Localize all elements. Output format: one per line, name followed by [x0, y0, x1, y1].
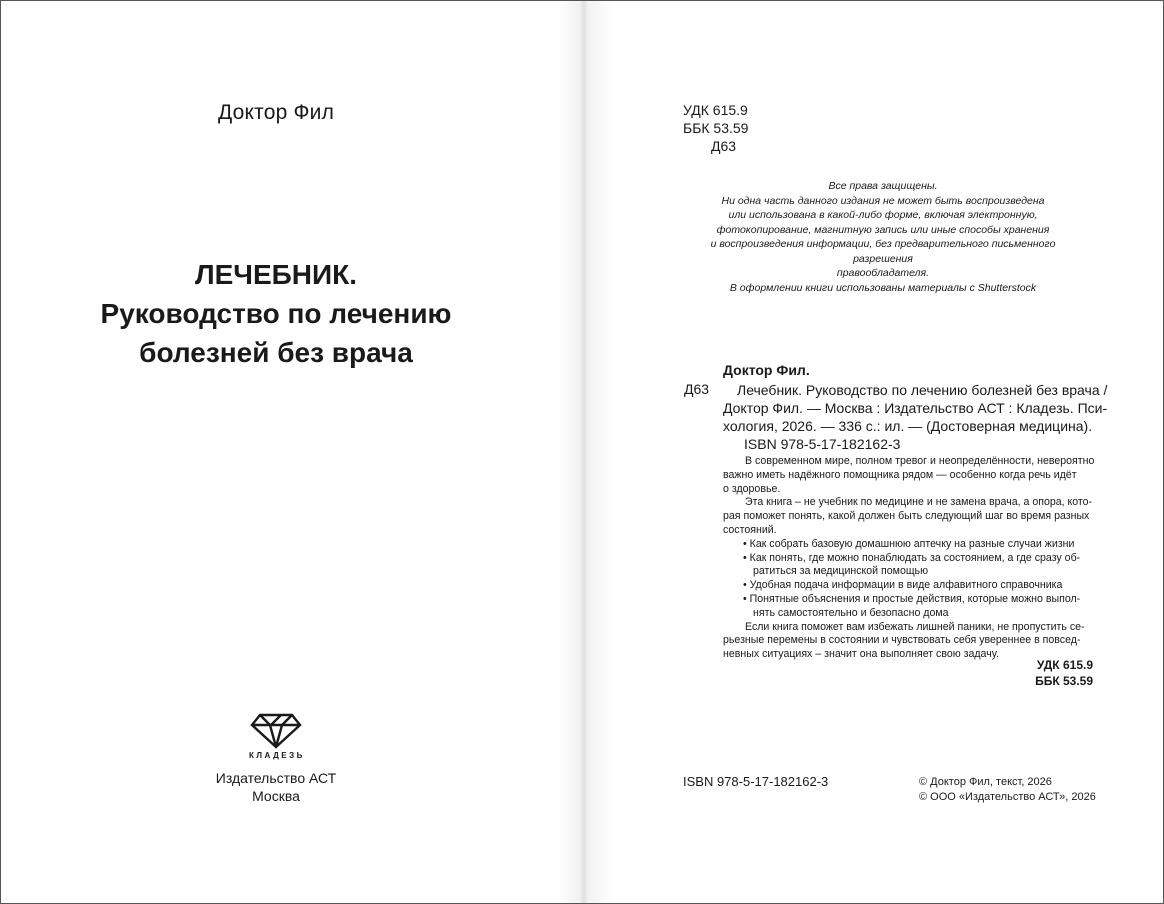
classification-codes	[683, 101, 748, 155]
annotation	[723, 455, 1095, 662]
catalog-line: Доктор Фил. — Москва : Издательство АСТ : Кладезь. Пси-	[723, 400, 1108, 416]
author-mark: Д63	[711, 138, 737, 154]
title-line: ЛЕЧЕБНИК.	[194, 259, 357, 290]
rights-line: правообладателя.	[836, 267, 930, 279]
annotation-bullet-continuation: ратиться за медицинской помощью	[753, 565, 929, 578]
rights-line: Ни одна часть данного издания не может быть воспроизведена	[721, 194, 1045, 207]
udk-code-bottom: УДК 615.9	[1036, 658, 1093, 672]
rights-line: В оформлении книги использованы материалы с Shutterstock	[729, 281, 1037, 294]
annotation-line: рая поможет понять, какой должен быть следующий шаг во время разных	[723, 510, 1090, 523]
annotation-bullet: • Как понять, где можно понаблюдать за состоянием, а где сразу об-	[743, 551, 1081, 564]
logo-wordmark: КЛАДЕЗЬ	[249, 751, 305, 760]
annotation-line: В современном мире, полном тревог и неопределённости, невероятно	[745, 455, 1095, 467]
annotation-line: важно иметь надёжного помощника рядом — особенно когда речь идёт	[723, 468, 1077, 481]
rights-line: фотокопирование, магнитную запись или иные способы хранения	[716, 223, 1050, 236]
annotation-line: Если книга поможет вам избежать лишней паники, не пропустить се-	[745, 620, 1085, 633]
annotation-bullet: • Понятные объяснения и простые действия, которые можно выпол-	[743, 592, 1081, 605]
annotation-bullet: • Удобная подача информации в виде алфавитного справочника	[743, 579, 1063, 592]
udk-code: УДК 615.9	[683, 102, 748, 118]
title-line: Руководство по лечению	[100, 298, 452, 329]
annotation-line: Эта книга – не учебник по медицине и не замена врача, а опора, кото-	[745, 496, 1093, 509]
annotation-line: о здоровье.	[723, 482, 781, 495]
annotation-line: состояний.	[723, 523, 777, 536]
catalog-line: хология, 2026. — 336 с.: ил. — (Достоверная медицина).	[723, 418, 1093, 434]
rights-notice	[683, 179, 1083, 295]
author-name: Доктор Фил	[217, 101, 335, 124]
rights-line: Все права защищены.	[828, 180, 938, 192]
kladez-diamond-logo-icon	[250, 713, 302, 749]
copyright-block	[919, 775, 1096, 804]
publisher-logo	[249, 713, 303, 761]
classification-codes-bottom	[723, 657, 1093, 689]
annotation-line: рьезные перемены в состоянии и чувствовать себя увереннее в повсед-	[723, 634, 1081, 647]
title-page	[1, 1, 583, 903]
copyright-line: © ООО «Издательство АСТ», 2026	[919, 790, 1096, 803]
rights-line: и воспроизведения информации, без предварительного письменного разрешения	[710, 238, 1056, 265]
publisher-block	[1, 769, 551, 805]
publisher-name: Издательство АСТ	[215, 770, 337, 786]
book-title	[1, 255, 551, 372]
isbn-bottom: ISBN 978-5-17-182162-3	[683, 774, 829, 789]
publisher-city: Москва	[252, 788, 300, 804]
rights-line: или использована в какой-либо форме, включая электронную,	[728, 209, 1038, 221]
imprint-page	[583, 1, 1163, 903]
catalog-mark: Д63	[684, 381, 710, 397]
catalog-isbn: ISBN 978-5-17-182162-3	[744, 436, 901, 452]
annotation-line: невных ситуациях – значит она выполняет свою задачу.	[723, 648, 999, 661]
catalog-line: Лечебник. Руководство по лечению болезней без врача /	[737, 382, 1108, 398]
title-line: болезней без врача	[139, 337, 413, 368]
copyright-line: © Доктор Фил, текст, 2026	[919, 776, 1052, 788]
bbk-code: ББК 53.59	[683, 120, 749, 136]
annotation-bullet-continuation: нять самостоятельно и безопасно дома	[753, 606, 949, 619]
bbk-code-bottom: ББК 53.59	[1035, 674, 1093, 688]
catalog-author: Доктор Фил.	[723, 362, 810, 378]
catalog-description	[723, 381, 1108, 435]
annotation-bullet: • Как собрать базовую домашнюю аптечку на разные случаи жизни	[743, 537, 1075, 550]
